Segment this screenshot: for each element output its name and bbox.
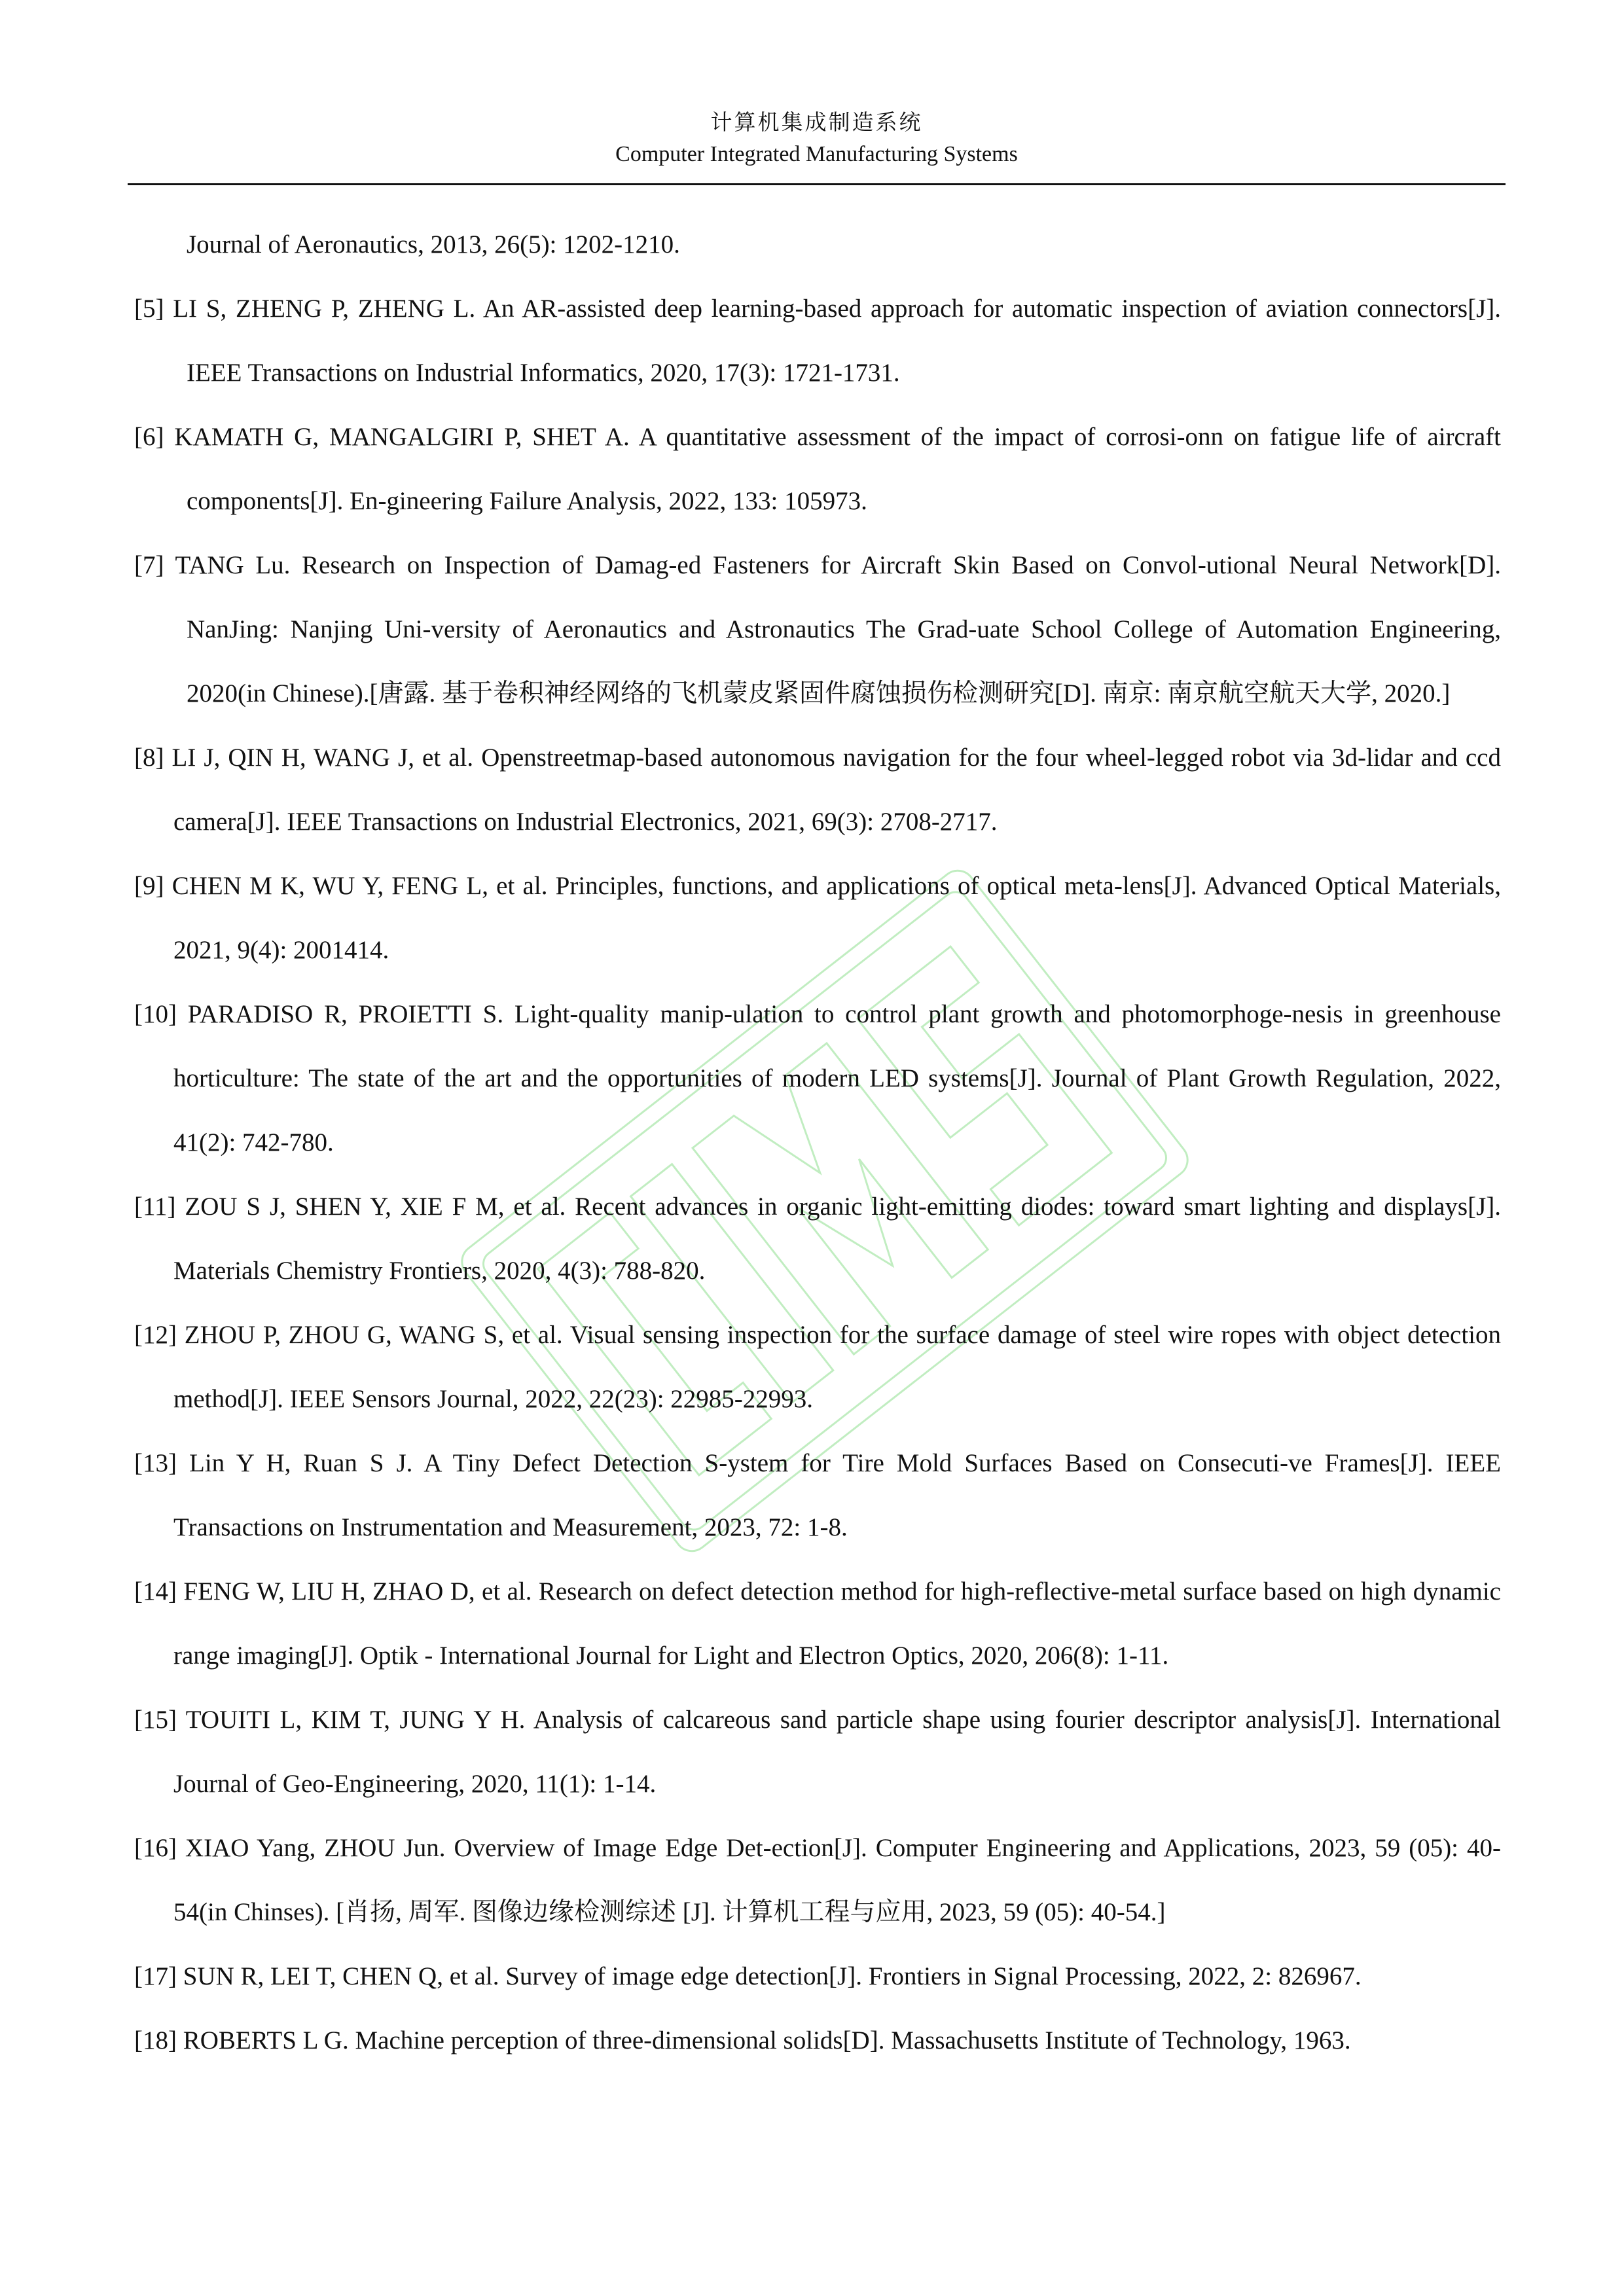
reference-item: [12] ZHOU P, ZHOU G, WANG S, et al. Visual sensing inspection for the surface damage of steel wire ropes with object detection method[J]. IEEE Sensors Journal, 2022, 22(23): 22985-22993.	[134, 1321, 1501, 1413]
running-header	[128, 108, 1506, 170]
reference-item: [14] FENG W, LIU H, ZHAO D, et al. Research on defect detection method for high-reflective-metal surface based on high dynamic range imaging[J]. Optik - International Journal for Light and Electron Optics, 2020, 206(8): 1-11.	[134, 1577, 1501, 1670]
reference-item: [6] KAMATH G, MANGALGIRI P, SHET A. A quantitative assessment of the impact of corrosi-onn on fatigue life of aircraft components[J]. En-gineering Failure Analysis, 2022, 133: 105973.	[134, 423, 1501, 515]
reference-item: [9] CHEN M K, WU Y, FENG L, et al. Principles, functions, and applications of optical meta-lens[J]. Advanced Optical Materials, 2021, 9(4): 2001414.	[134, 872, 1501, 964]
reference-continuation: Journal of Aeronautics, 2013, 26(5): 1202-1210.	[187, 230, 680, 259]
reference-item: [18] ROBERTS L G. Machine perception of three-dimensional solids[D]. Massachusetts Institute of Technology, 1963.	[134, 2026, 1351, 2054]
reference-item: [11] ZOU S J, SHEN Y, XIE F M, et al. Recent advances in organic light-emitting diodes: toward smart lighting and displays[J]. Materials Chemistry Frontiers, 2020, 4(3): 788-820.	[134, 1193, 1501, 1285]
reference-item: [16] XIAO Yang, ZHOU Jun. Overview of Image Edge Det-ection[J]. Computer Engineering and Applications, 2023, 59 (05): 40-54(in Chinses). [肖扬, 周军. 图像边缘检测综述 [J]. 计算机工程与应用, 2023, 59 (05): 40-54.]	[134, 1834, 1501, 1926]
journal-title-en: Computer Integrated Manufacturing Systems	[615, 142, 1018, 166]
journal-title-cn: 计算机集成制造系统	[710, 109, 923, 135]
header-rule	[128, 183, 1506, 185]
reference-list	[134, 213, 1501, 2073]
reference-item: [7] TANG Lu. Research on Inspection of Damag-ed Fasteners for Aircraft Skin Based on Convol-utional Neural Network[D]. NanJing: Nanjing Uni-versity of Aeronautics and Astronautics The Grad-uate School College of Automation Engineering, 2020(in Chinese).[唐露. 基于卷积神经网络的飞机蒙皮紧固件腐蚀损伤检测研究[D]. 南京: 南京航空航天大学, 2020.]	[134, 551, 1501, 708]
reference-item: [17] SUN R, LEI T, CHEN Q, et al. Survey of image edge detection[J]. Frontiers in Signal Processing, 2022, 2: 826967.	[134, 1962, 1362, 1990]
reference-item: [5] LI S, ZHENG P, ZHENG L. An AR-assisted deep learning-based approach for automatic inspection of aviation connectors[J]. IEEE Transactions on Industrial Informatics, 2020, 17(3): 1721-1731.	[134, 295, 1501, 387]
reference-item: [13] Lin Y H, Ruan S J. A Tiny Defect Detection S-ystem for Tire Mold Surfaces Based on Consecuti-ve Frames[J]. IEEE Transactions on Instrumentation and Measurement, 2023, 72: 1-8.	[134, 1449, 1501, 1541]
reference-item: [15] TOUITI L, KIM T, JUNG Y H. Analysis of calcareous sand particle shape using fourier descriptor analysis[J]. International Journal of Geo-Engineering, 2020, 11(1): 1-14.	[134, 1706, 1501, 1798]
reference-item: [8] LI J, QIN H, WANG J, et al. Openstreetmap-based autonomous navigation for the four wheel-legged robot via 3d-lidar and ccd camera[J]. IEEE Transactions on Industrial Electronics, 2021, 69(3): 2708-2717.	[134, 744, 1501, 836]
reference-item: [10] PARADISO R, PROIETTI S. Light-quality manip-ulation to control plant growth and photomorphoge-nesis in greenhouse horticulture: The state of the art and the opportunities of modern LED systems[J]. Journal of Plant Growth Regulation, 2022, 41(2): 742-780.	[134, 1000, 1501, 1157]
